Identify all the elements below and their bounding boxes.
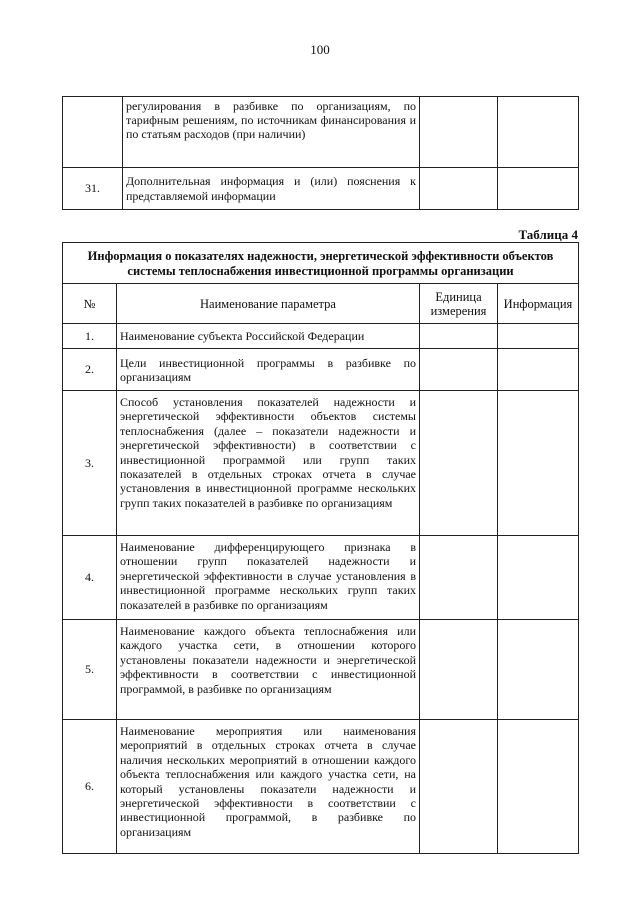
table-title-row xyxy=(63,243,579,284)
table-row xyxy=(63,324,579,349)
table-row xyxy=(63,168,579,210)
info-cell xyxy=(498,620,579,720)
table-caption: Таблица 4 xyxy=(518,227,578,242)
row-text: Способ установления показателей надежности и энергетической эффективности объектов системы теплоснабжения (далее – показатели надежности и энергетической эффективности) в соответствии с инвестиционной программой или групп таких показателей в отдельных строках отчета в случае установления в инвестиционной программе нескольких групп таких показателей в разбивке по организациям xyxy=(117,391,420,536)
unit-cell xyxy=(420,536,498,620)
header-unit: Единица измерения xyxy=(420,284,498,324)
row-text: регулирования в разбивке по организациям, по тарифным решениям, по источникам финансирования и по статьям расходов (при наличии) xyxy=(123,97,420,168)
info-cell xyxy=(498,720,579,854)
row-number: 4. xyxy=(63,536,117,620)
table-row xyxy=(63,620,579,720)
header-info: Информация xyxy=(498,284,579,324)
unit-cell xyxy=(420,720,498,854)
info-cell xyxy=(498,97,579,168)
table-row xyxy=(63,97,579,168)
unit-cell xyxy=(420,620,498,720)
row-text: Наименование субъекта Российской Федерации xyxy=(117,324,420,349)
info-cell xyxy=(498,536,579,620)
unit-cell xyxy=(420,391,498,536)
unit-cell xyxy=(420,349,498,391)
table-title: Информация о показателях надежности, энергетической эффективности объектов системы теплоснабжения инвестиционной программы организации xyxy=(63,243,579,284)
row-text: Наименование дифференцирующего признака в отношении групп показателей надежности и энергетической эффективности в случае установления в инвестиционной программе нескольких групп таких показателей в разбивке по организациям xyxy=(117,536,420,620)
page-number: 100 xyxy=(310,42,330,57)
main-table xyxy=(62,242,579,854)
header-num: № xyxy=(63,284,117,324)
info-cell xyxy=(498,391,579,536)
unit-cell xyxy=(420,168,498,210)
info-cell xyxy=(498,324,579,349)
row-number: 5. xyxy=(63,620,117,720)
table-header-row xyxy=(63,284,579,324)
info-cell xyxy=(498,349,579,391)
row-number: 6. xyxy=(63,720,117,854)
header-name: Наименование параметра xyxy=(117,284,420,324)
continued-table xyxy=(62,96,579,210)
table-row xyxy=(63,720,579,854)
row-number: 1. xyxy=(63,324,117,349)
row-number: 31. xyxy=(63,168,123,210)
unit-cell xyxy=(420,97,498,168)
row-number: 3. xyxy=(63,391,117,536)
row-number: 2. xyxy=(63,349,117,391)
unit-cell xyxy=(420,324,498,349)
row-text: Наименование каждого объекта теплоснабжения или каждого участка сети, в отношении которого установлены показатели надежности и энергетической эффективности в соответствии с инвестиционной программой, в разбивке по организациям xyxy=(117,620,420,720)
table-row xyxy=(63,391,579,536)
row-text: Дополнительная информация и (или) пояснения к представляемой информации xyxy=(123,168,420,210)
row-text: Цели инвестиционной программы в разбивке по организациям xyxy=(117,349,420,391)
table-row xyxy=(63,536,579,620)
info-cell xyxy=(498,168,579,210)
table-row xyxy=(63,349,579,391)
row-text: Наименование мероприятия или наименования мероприятий в отдельных строках отчета в случае наличия нескольких мероприятий в отношении каждого объекта теплоснабжения или каждого участка сети, на который установлены показатели надежности и энергетической эффективности в соответствии с инвестиционной программой, в разбивке по организациям xyxy=(117,720,420,854)
row-number xyxy=(63,97,123,168)
